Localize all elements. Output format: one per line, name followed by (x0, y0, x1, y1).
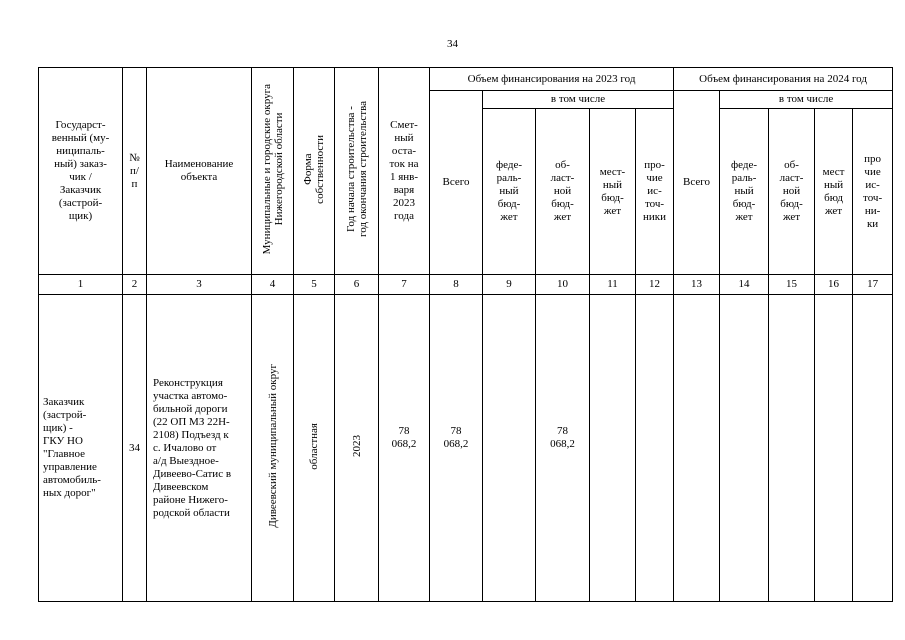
header-years: Год начала строительства - год окончания строительства (344, 101, 369, 237)
header-ownership: Форма собственности (302, 134, 326, 204)
header-estimate: Смет- ный оста- ток на 1 янв- варя 2023 года (379, 68, 430, 275)
column-number: 16 (815, 275, 853, 295)
header-fin-2024: Объем финансирования на 2024 год (674, 68, 893, 91)
column-number: 6 (335, 275, 379, 295)
column-number: 9 (483, 275, 536, 295)
row-total-2023: 78 068,2 (430, 295, 483, 602)
row-other-2024 (853, 295, 893, 602)
row-customer: Заказчик (застрой- щик) - ГКУ НО "Главное управление автомобиль- ных дорог" (39, 295, 123, 602)
row-local-2023 (590, 295, 636, 602)
header-total-2023: Всего (430, 91, 483, 275)
header-other-2023: про- чие ис- точ- ники (636, 109, 674, 275)
column-number: 1 (39, 275, 123, 295)
row-federal-2024 (720, 295, 769, 602)
row-regional-2024 (769, 295, 815, 602)
column-number: 5 (294, 275, 335, 295)
header-other-2024: про чие ис- точ- ни- ки (853, 109, 893, 275)
column-number: 13 (674, 275, 720, 295)
row-other-2023 (636, 295, 674, 602)
column-number: 4 (252, 275, 294, 295)
header-total-2024: Всего (674, 91, 720, 275)
column-number: 2 (123, 275, 147, 295)
column-number: 3 (147, 275, 252, 295)
header-local-2024: мест ный бюд жет (815, 109, 853, 275)
row-local-2024 (815, 295, 853, 602)
header-number: № п/ п (123, 68, 147, 275)
investment-table (38, 67, 893, 602)
header-object-name: Наименование объекта (147, 68, 252, 275)
row-total-2024 (674, 295, 720, 602)
column-number: 11 (590, 275, 636, 295)
header-customer: Государст- венный (му- ниципаль- ный) заказ- чик / Заказчик (застрой- щик) (39, 68, 123, 275)
header-including-2024: в том числе (720, 91, 893, 109)
table-row (39, 295, 893, 602)
column-number: 10 (536, 275, 590, 295)
column-number: 7 (379, 275, 430, 295)
row-municipality: Дивеевский муниципальный округ (266, 364, 279, 528)
page-number: 34 (447, 38, 458, 50)
column-number: 15 (769, 275, 815, 295)
column-number: 17 (853, 275, 893, 295)
header-federal-2024: феде- раль- ный бюд- жет (720, 109, 769, 275)
header-federal-2023: феде- раль- ный бюд- жет (483, 109, 536, 275)
header-municipality: Муниципальные и городские округа Нижегородской области (260, 83, 285, 255)
header-fin-2023: Объем финансирования на 2023 год (430, 68, 674, 91)
row-federal-2023 (483, 295, 536, 602)
header-including-2023: в том числе (483, 91, 674, 109)
row-object-name: Реконструкция участка автомо- бильной дороги (22 ОП МЗ 22Н- 2108) Подъезд к с. Ичалово от а/д Выездное- Дивеево-Сатис в Дивеевском районе Нижего- родской области (147, 295, 252, 602)
header-regional-2023: об- ласт- ной бюд- жет (536, 109, 590, 275)
row-ownership: областная (308, 422, 320, 470)
header-local-2023: мест- ный бюд- жет (590, 109, 636, 275)
row-number: 34 (123, 295, 147, 602)
column-number-row (39, 275, 893, 295)
column-number: 8 (430, 275, 483, 295)
column-number: 12 (636, 275, 674, 295)
row-years: 2023 (350, 435, 363, 457)
column-number: 14 (720, 275, 769, 295)
header-regional-2024: об- ласт- ной бюд- жет (769, 109, 815, 275)
row-regional-2023: 78 068,2 (536, 295, 590, 602)
row-estimate: 78 068,2 (379, 295, 430, 602)
